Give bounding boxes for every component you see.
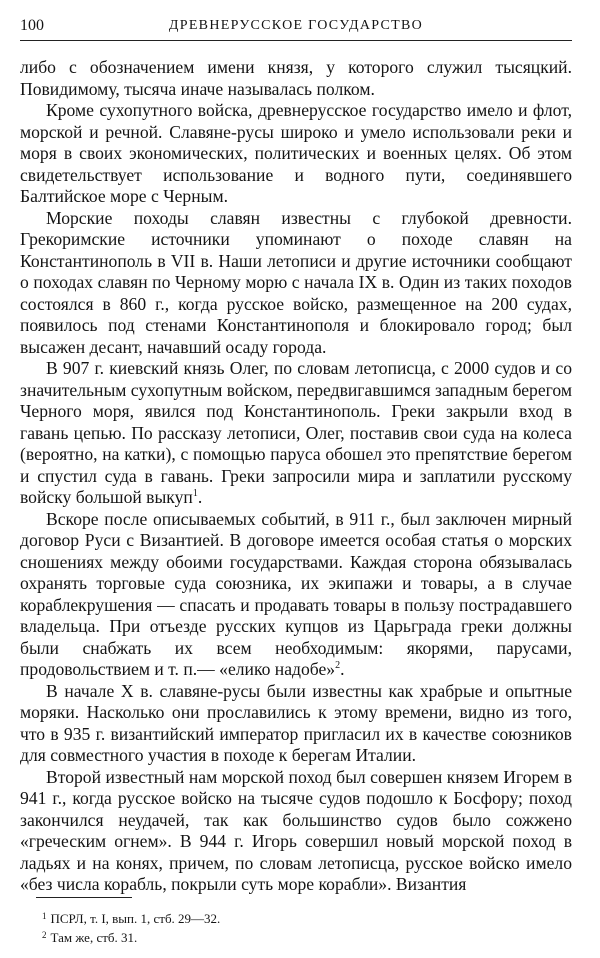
paragraph: либо с обозначением имени князя, у которого служил тысяцкий. Повидимому, тысяча иначе называлась полком. (20, 57, 572, 99)
running-title: ДРЕВНЕРУССКОЕ ГОСУДАРСТВО (168, 18, 424, 33)
header-rule (20, 40, 572, 41)
paragraph: В начале X в. славяне-русы были известны как храбрые и опытные моряки. Насколько они прославились к этому времени, видно из того, что в 935 г. византийский император пригласил их в качестве союзников для совместного участия в походе к берегам Италии. (20, 680, 572, 765)
page-header (20, 17, 572, 39)
paragraph: Морские походы славян известны с глубокой древности. Грекоримские источники упоминают о походе славян на Константинополь в VII в. Наши летописи и другие источники сообщают о походах славян по Черному морю с начала IX в. Один из таких походов состоялся в 860 г., когда русское войско, размещенное на 200 судах, появилось под стенами Константинополя и блокировало город; был высажен десант, начавший осаду города. (20, 207, 572, 357)
paragraph: Второй известный нам морской поход был совершен князем Игорем в 941 г., когда русское войско на тысяче судов подошло к Босфору; поход закончился неудачей, так как большинство судов было сожжено «греческим огнем». В 944 г. Игорь совершил новый морской поход в ладьях и на конях, причем, по словам летописца, русское войско имело «без числа корабль, покрыли суть море корабли». Византия (20, 766, 572, 894)
paragraph: Кроме сухопутного войска, древнерусское государство имело и флот, морской и речной. Славяне-русы широко и умело использовали реки и моря в своих экономических, политических и военных целях. Об этом свидетельствует использование и водного пути, соединявшего Балтийское море с Черным. (20, 100, 572, 206)
footnotes (20, 908, 572, 946)
footnote: $^1$ ПСРЛ, т. I, вып. 1, стб. 29—32. (42, 911, 221, 926)
footnote: $^2$ Там же, стб. 31. (42, 930, 138, 945)
footnote-ref: 1 (192, 488, 198, 499)
footnote-ref: 2 (335, 660, 341, 671)
paragraph: В 907 г. киевский князь Олег, по словам летописца, с 2000 судов и со значительным сухопутным войском, передвигавшимся западным берегом Черного моря, явился под Константинополь. Греки закрыли вход в гавань цепью. По рассказу летописи, Олег, поставив свои суда на колеса (вероятно, на катки), с помощью паруса обошел это препятствие берегом и спустил суда в гавань. Греки запросили мира и заплатили русскому войску большой выкуп$^1$. (20, 358, 573, 507)
footnote-rule (36, 897, 132, 898)
paragraph: Вскоре после описываемых событий, в 911 г., был заключен мирный договор Руси с Византией. В договоре имеется особая статья о морских сношениях между обоими государствами. Каждая сторона обязывалась охранять торговые суда союзника, их экипажи и товары, а в случае кораблекрушения — спасать и продавать товары в пользу пострадавшего владельца. При отъезде русских купцов из Царьграда греки должны были снабжать их всем необходимым: якорями, парусами, продовольствием и т. п.— «елико надобе»$^2$. (20, 508, 572, 679)
body-text (20, 57, 572, 896)
page-number: 100 (20, 17, 44, 34)
